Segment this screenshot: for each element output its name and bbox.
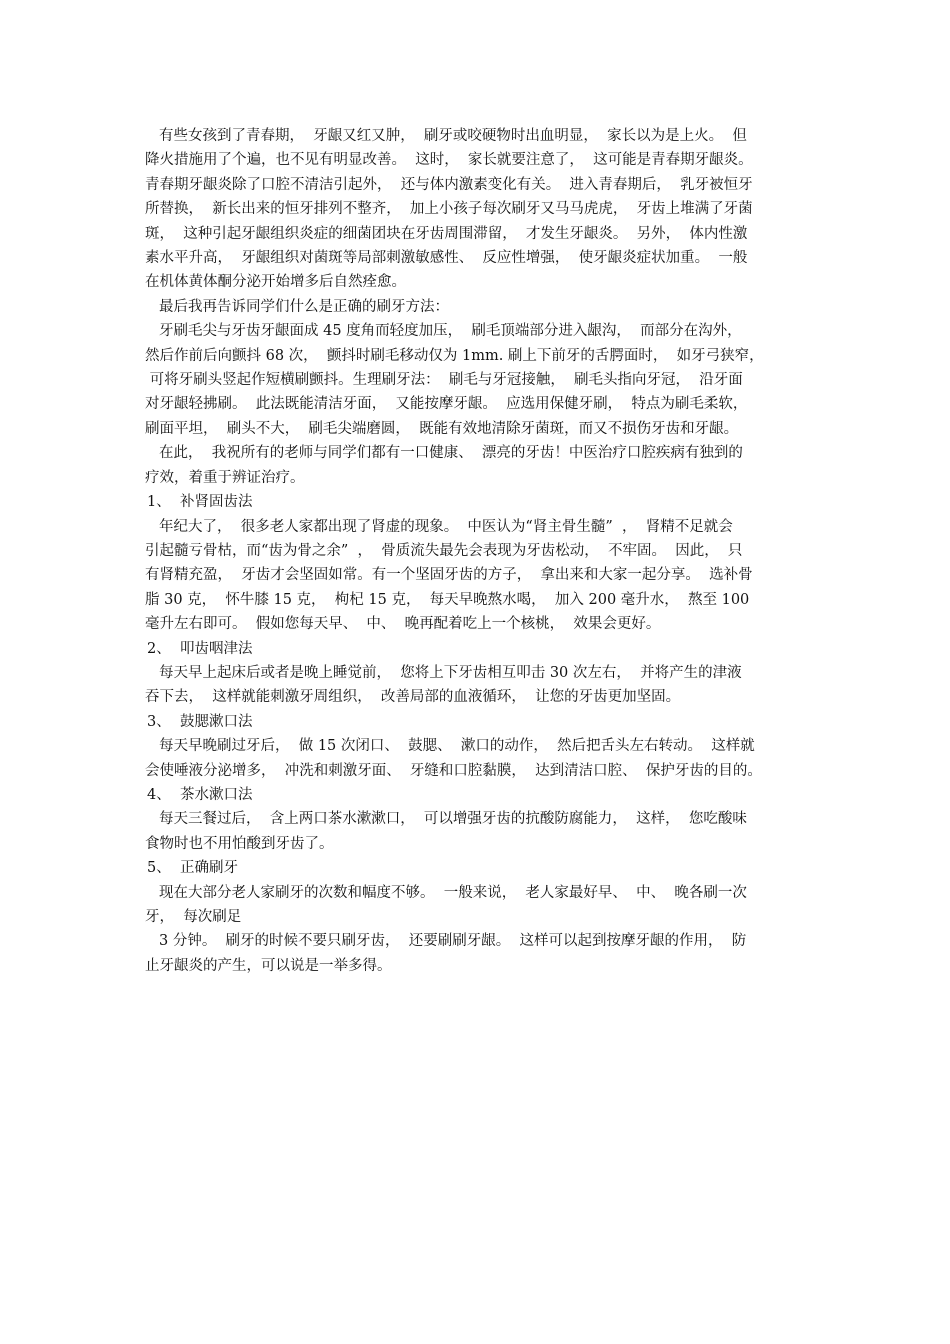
paragraph-line: 刷面平坦， 刷头不大， 刷毛尖端磨圆， 既能有效地清除牙菌斑，而又不损伤牙齿和牙龈。 xyxy=(145,420,739,437)
section-heading: 3、 鼓腮漱口法 xyxy=(147,713,253,730)
paragraph-first-line: 年纪大了， 很多老人家都出现了肾虚的现象。 中医认为“肾主骨生髓” ， 肾精不足就会 xyxy=(159,518,733,535)
paragraph-line: 可将牙刷头竖起作短横刷颤抖。生理刷牙法： 刷毛与牙冠接触， 刷毛头指向牙冠， 沿牙面 xyxy=(145,372,743,389)
paragraph-first-line: 在此， 我祝所有的老师与同学们都有一口健康、 漂亮的牙齿！中医治疗口腔疾病有独到的 xyxy=(159,445,743,462)
paragraph-first-line: 牙刷毛尖与牙齿牙龈面成 45 度角而轻度加压， 刷毛顶端部分进入龈沟， 而部分在沟外， xyxy=(159,323,742,340)
paragraph-line: 疗效，着重于辨证治疗。 xyxy=(145,469,305,486)
paragraph-line: 食物时也不用怕酸到牙齿了。 xyxy=(145,835,334,852)
paragraph-line: 在机体黄体酮分泌开始增多后自然痊愈。 xyxy=(145,274,406,291)
paragraph-line: 脂 30 克， 怀牛膝 15 克， 枸杞 15 克， 每天早晚熬水喝， 加入 200 毫升水， 熬至 100 xyxy=(145,591,750,608)
paragraph-line: 所替换， 新长出来的恒牙排列不整齐， 加上小孩子每次刷牙又马马虎虎， 牙齿上堆满了牙菌 xyxy=(145,201,753,218)
paragraph-line: 有肾精充盈， 牙齿才会坚固如常。有一个坚固牙齿的方子， 拿出来和大家一起分享。 选补骨 xyxy=(145,567,753,584)
paragraph-line: 止牙龈炎的产生，可以说是一举多得。 xyxy=(145,957,392,974)
paragraph-line: 引起髓亏骨枯，而“齿为骨之余” ， 骨质流失最先会表现为牙齿松动， 不牢固。 因此， 只 xyxy=(145,542,743,559)
paragraph-line: 青春期牙龈炎除了口腔不清洁引起外， 还与体内激素变化有关。 进入青春期后， 乳牙被恒牙 xyxy=(145,176,753,193)
paragraph-first-line: 每天三餐过后， 含上两口茶水漱漱口， 可以增强牙齿的抗酸防腐能力， 这样， 您吃酸味 xyxy=(159,811,747,828)
paragraph-first-line: 现在大部分老人家刷牙的次数和幅度不够。 一般来说， 老人家最好早、 中、 晚各刷一次 xyxy=(159,884,747,901)
document-body xyxy=(145,124,805,978)
section-heading: 5、 正确刷牙 xyxy=(147,860,238,877)
paragraph-line: 会使唾液分泌增多， 冲洗和刺激牙面、 牙缝和口腔黏膜， 达到清洁口腔、 保护牙齿的目的。 xyxy=(145,762,762,779)
paragraph-line: 素水平升高， 牙龈组织对菌斑等局部刺激敏感性、 反应性增强， 使牙龈炎症状加重。 一般 xyxy=(145,250,748,267)
paragraph-line: 吞下去， 这样就能刺激牙周组织， 改善局部的血液循环， 让您的牙齿更加坚固。 xyxy=(145,689,681,706)
paragraph-first-line: 最后我再告诉同学们什么是正确的刷牙方法： xyxy=(159,298,449,315)
section-heading: 4、 茶水漱口法 xyxy=(147,786,253,803)
paragraph-line: 斑， 这种引起牙龈组织炎症的细菌团块在牙齿周围滞留， 才发生牙龈炎。 另外， 体内性激 xyxy=(145,225,748,242)
paragraph-first-line: 每天早晚刷过牙后， 做 15 次闭口、 鼓腮、 漱口的动作， 然后把舌头左右转动。 这样就 xyxy=(159,738,755,755)
paragraph-line: 牙， 每次刷足 xyxy=(145,909,242,925)
section-heading: 1、 补肾固齿法 xyxy=(147,494,253,511)
paragraph-first-line: 3 分钟。 刷牙的时候不要只刷牙齿， 还要刷刷牙龈。 这样可以起到按摩牙龈的作用， 防 xyxy=(159,933,747,950)
paragraph-line: 毫升左右即可。 假如您每天早、 中、 晚再配着吃上一个核桃， 效果会更好。 xyxy=(145,616,661,633)
paragraph-first-line: 每天早上起床后或者是晚上睡觉前， 您将上下牙齿相互叩击 30 次左右， 并将产生的津液 xyxy=(159,664,742,681)
paragraph-line: 降火措施用了个遍，也不见有明显改善。 这时， 家长就要注意了， 这可能是青春期牙龈炎。 xyxy=(145,152,753,169)
section-heading: 2、 叩齿咽津法 xyxy=(147,640,253,657)
paragraph-line: 然后作前后向颤抖 68 次， 颤抖时刷毛移动仅为 1mm. 刷上下前牙的舌腭面时， 如牙弓狭窄， xyxy=(145,347,764,364)
paragraph-first-line: 有些女孩到了青春期， 牙龈又红又肿， 刷牙或咬硬物时出血明显， 家长以为是上火。 但 xyxy=(159,128,747,144)
paragraph-line: 对牙龈轻拂刷。 此法既能清洁牙面， 又能按摩牙龈。 应选用保健牙刷， 特点为刷毛柔软， xyxy=(145,396,748,413)
